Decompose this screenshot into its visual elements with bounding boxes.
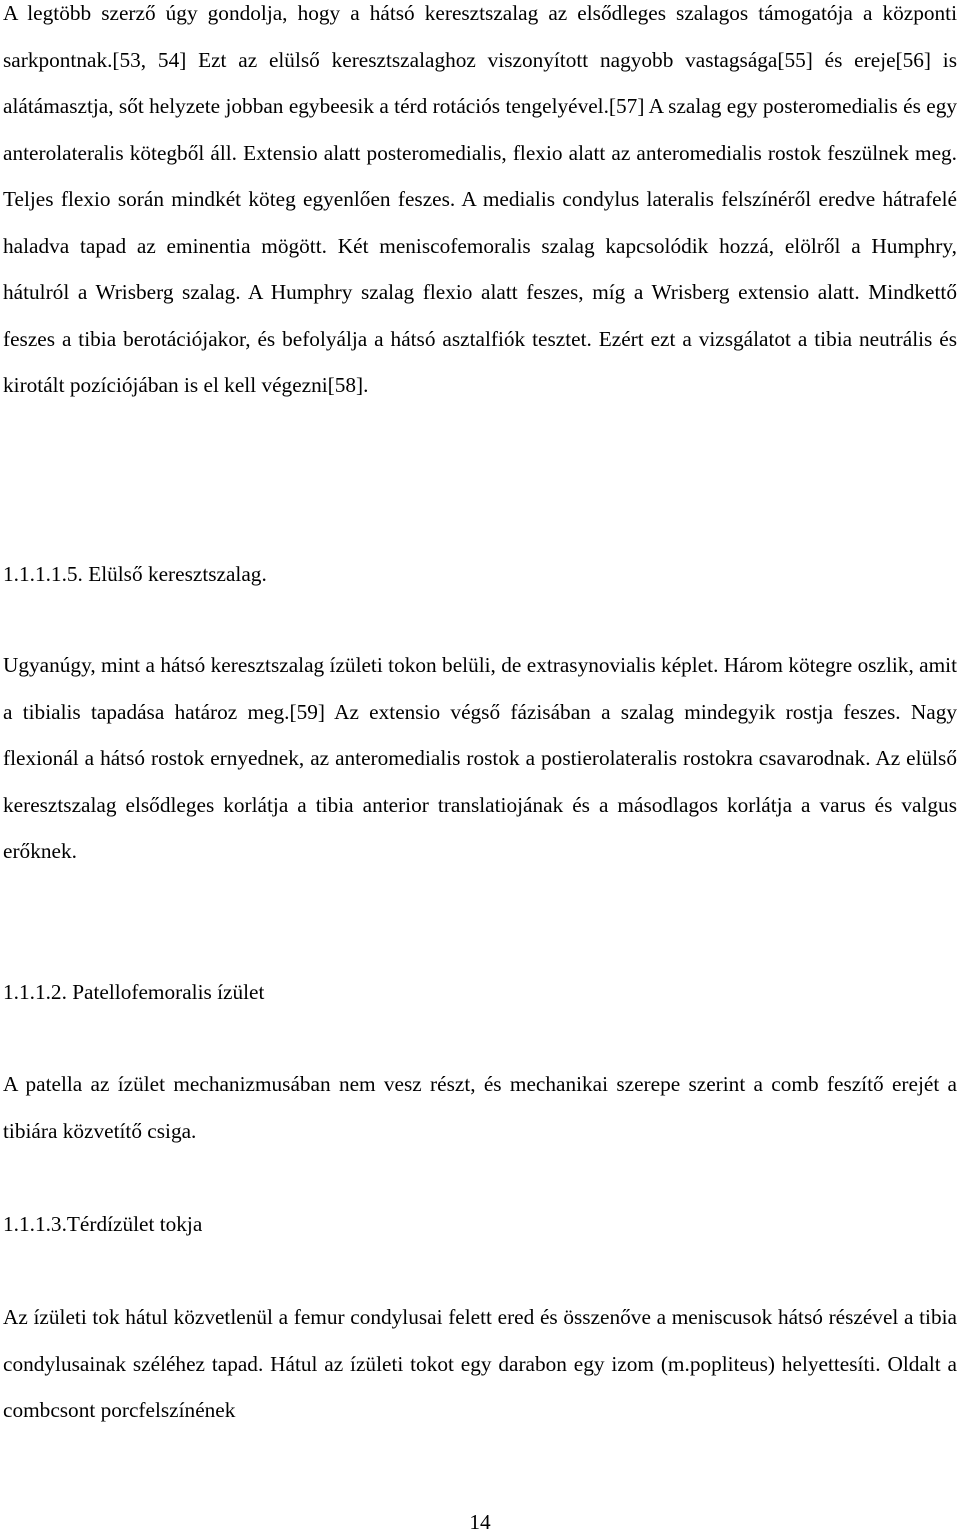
heading-patellofemoral-joint: 1.1.1.2. Patellofemoralis ízület <box>3 980 265 1004</box>
paragraph-anterior-cruciate-ligament: Ugyanúgy, mint a hátsó keresztszalag ízületi tokon belüli, de extrasynovialis képlet. Három kötegre oszlik, amit a tibialis tapadása határoz meg.[59] Az extensio végső fázisában a szalag mindegyik rostja feszes. Nagy flexionál a hátsó rostok ernyednek, az anteromedialis rostok a postierolateralis rostokra csavarodnak. Az elülső keresztszalag elsődleges korlátja a tibia anterior translatiojának és a másodlagos korlátja a varus és valgus erőknek. <box>3 653 957 863</box>
paragraph-posterior-cruciate-ligament: A legtöbb szerző úgy gondolja, hogy a hátsó keresztszalag az elsődleges szalagos támogatója a központi sarkpontnak.[53, 54] Ezt az elülső keresztszalaghoz viszonyított nagyobb vastagsága[55] és ereje[56] is alátámasztja, sőt helyzete jobban egybeesik a térd rotációs tengelyével.[57] A szalag egy posteromedialis és egy anterolateralis kötegből áll. Extensio alatt posteromedialis, flexio alatt az anteromedialis rostok feszülnek meg. Teljes flexio során mindkét köteg egyenlően feszes. A medialis condylus lateralis felszínéről eredve hátrafelé haladva tapad az eminentia mögött. Két meniscofemoralis szalag kapcsolódik hozzá, elölről a Humphry, hátulról a Wrisberg szalag. A Humphry szalag flexio alatt feszes, míg a Wrisberg extensio alatt. Mindkettő feszes a tibia berotációjakor, és befolyálja a hátsó asztalfiók tesztet. Ezért ezt a vizsgálatot a tibia neutrális és kirotált pozíciójában is el kell végezni[58]. <box>3 1 957 397</box>
paragraph-knee-joint-capsule: Az ízületi tok hátul közvetlenül a femur condylusai felett ered és összenőve a meniscusok hátsó részével a tibia condylusainak széléhez tapad. Hátul az ízületi tokot egy darabon egy izom (m.popliteus) helyettesíti. Oldalt a combcsont porcfelszínének <box>3 1305 957 1422</box>
heading-anterior-cruciate-ligament: 1.1.1.1.5. Elülső keresztszalag. <box>3 562 267 586</box>
paragraph-patellofemoral-joint: A patella az ízület mechanizmusában nem vesz részt, és mechanikai szerepe szerint a comb feszítő erejét a tibiára közvetítő csiga. <box>3 1072 957 1143</box>
heading-knee-joint-capsule: 1.1.1.3.Térdízület tokja <box>3 1212 203 1236</box>
page-number: 14 <box>469 1510 491 1534</box>
